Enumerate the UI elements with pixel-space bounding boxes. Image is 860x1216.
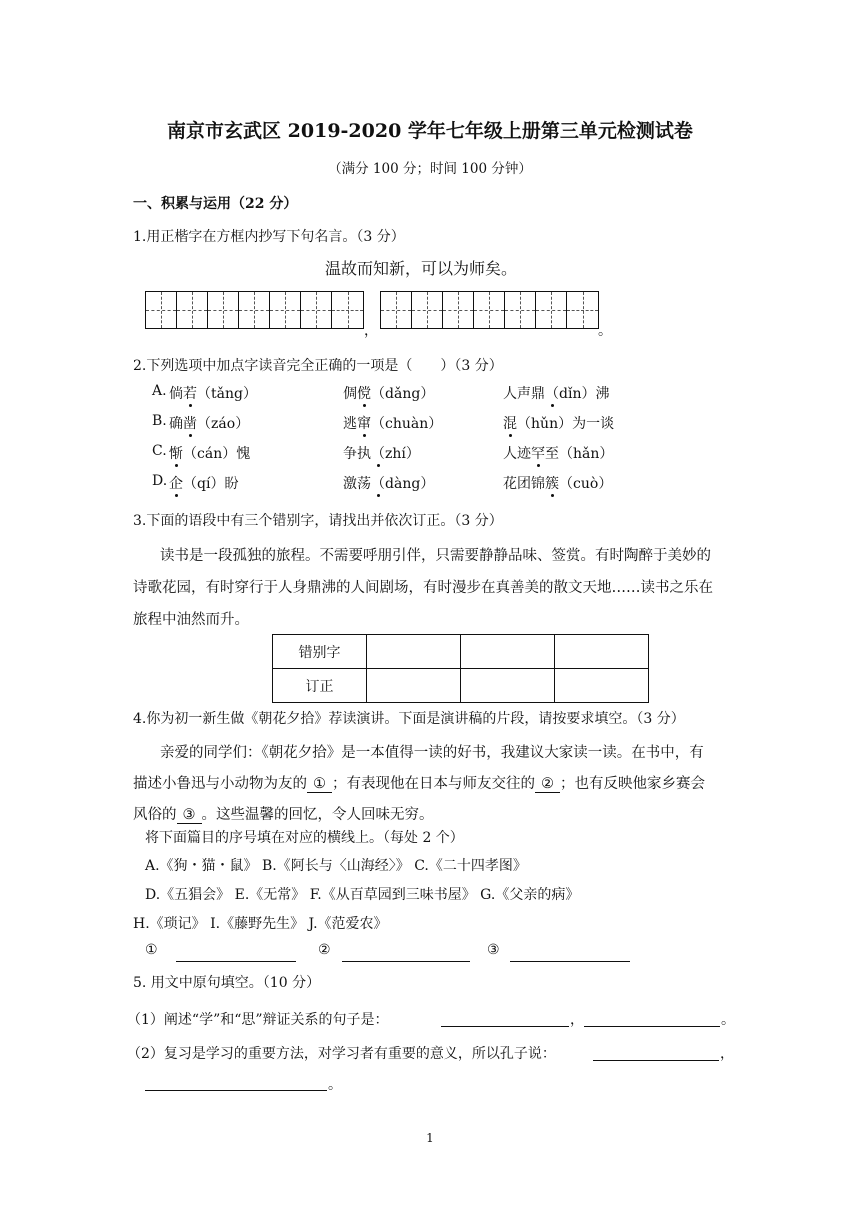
option-letter: C. (152, 443, 167, 459)
q2-option-item: 人迹罕至（hǎn） (503, 446, 614, 462)
q2-option-item: 倜傥（dǎng） (343, 386, 435, 402)
q1-stem: 1.用正楷字在方框内抄写下句名言。（3 分） (133, 229, 405, 245)
writing-grid-left[interactable] (145, 291, 364, 329)
q5-item2-end: 。 (328, 1077, 342, 1093)
q2-option-row (152, 443, 167, 459)
q3-paragraph-line2: 诗歌花园，有时穿行于人身鼎沸的人间剧场，有时漫步在真善美的散文天地……读书之乐在 (133, 580, 713, 596)
q2-option-item: 激荡（dàng） (343, 476, 435, 492)
q1-quote: 温故而知新，可以为师矣。 (325, 259, 518, 278)
q4-stem: 4.你为初一新生做《朝花夕拾》荐读演讲。下面是演讲稿的片段，请按要求填空。（3 分） (133, 711, 685, 727)
q2-option-row (152, 413, 167, 429)
section-heading: 一、积累与运用（22 分） (133, 196, 298, 212)
blank-2[interactable]: ② (535, 776, 560, 793)
page-number: 1 (426, 1131, 434, 1145)
answer-line-2[interactable] (342, 961, 470, 962)
answer-cell[interactable] (555, 669, 649, 703)
q3-paragraph-line3: 旅程中油然而升。 (133, 612, 249, 628)
q2-option-item: 混（hǔn）为一谈 (503, 416, 615, 432)
q2-option-item: 确凿（záo） (169, 416, 250, 432)
page-title: 南京市玄武区 2019-2020 学年七年级上册第三单元检测试卷 (167, 120, 693, 142)
q3-stem: 3.下面的语段中有三个错别字，请找出并依次订正。（3 分） (133, 513, 503, 529)
q4-options-row1: A.《狗・猫・鼠》 B.《阿长与〈山海经〉》 C.《二十四孝图》 (145, 858, 527, 874)
q4-paragraph-line2: 描述小鲁迅与小动物为友的 ① ；有表现他在日本与师友交往的 ② ；也有反映他家乡赛会 (133, 776, 705, 792)
writing-grid-right[interactable] (380, 291, 599, 329)
answer-cell[interactable] (555, 635, 649, 669)
table-row-label: 订正 (273, 669, 367, 703)
correction-table (272, 634, 649, 703)
q5-item1-comma: ， (570, 1012, 584, 1028)
q2-option-item: 花团锦簇（cuò） (503, 476, 613, 492)
answer-cell[interactable] (367, 669, 461, 703)
grid-period: 。 (598, 323, 612, 339)
q2-option-row (152, 473, 167, 489)
q4-options-row3: H.《琐记》 I.《藤野先生》 J.《范爱农》 (133, 916, 388, 932)
answer-cell[interactable] (461, 669, 555, 703)
q5-item1: （1）阐述“学”和“思”辩证关系的句子是： (127, 1012, 389, 1028)
answer-cell[interactable] (367, 635, 461, 669)
answer-line-1[interactable] (176, 961, 296, 962)
answer-number-3: ③ (487, 942, 500, 958)
q5-stem: 5. 用文中原句填空。（10 分） (133, 975, 321, 991)
q2-option-row (152, 383, 167, 399)
q2-option-item: 倘若（tǎng） (169, 386, 257, 402)
exam-info: （满分 100 分；时间 100 分钟） (328, 161, 532, 177)
q2-option-item: 企（qí）盼 (169, 476, 239, 492)
answer-line-3[interactable] (510, 961, 630, 962)
fill-line-1a[interactable] (441, 1026, 569, 1027)
fill-line-2b[interactable] (145, 1090, 327, 1091)
q2-option-item: 逃窜（chuàn） (343, 416, 443, 432)
blank-1[interactable]: ① (307, 776, 332, 793)
answer-cell[interactable] (461, 635, 555, 669)
q4-paragraph-line3: 风俗的 ③ 。这些温馨的回忆，令人回味无穷。 (133, 807, 434, 823)
q2-option-item: 争执（zhí） (343, 446, 420, 462)
grid-comma: ， (364, 323, 378, 339)
q5-item2: （2）复习是学习的重要方法，对学习者有重要的意义，所以孔子说： (127, 1046, 556, 1062)
fill-line-2a[interactable] (593, 1060, 719, 1061)
table-row-label: 错别字 (273, 635, 367, 669)
q4-instruction: 将下面篇目的序号填在对应的横线上。（每处 2 个） (145, 830, 464, 846)
answer-number-2: ② (318, 942, 331, 958)
option-letter: B. (152, 413, 167, 429)
blank-3[interactable]: ③ (177, 807, 202, 824)
q2-option-item: 惭（cán）愧 (169, 446, 251, 462)
q3-paragraph-line1: 读书是一段孤独的旅程。不需要呼朋引伴，只需要静静品味、签赏。有时陶醉于美妙的 (160, 548, 711, 564)
q2-option-item: 人声鼎（dǐn）沸 (503, 386, 610, 402)
q5-item2-comma: ， (720, 1046, 734, 1062)
option-letter: D. (152, 473, 168, 489)
q2-stem: 2.下列选项中加点字读音完全正确的一项是（ ）（3 分） (133, 358, 503, 374)
option-letter: A. (152, 383, 167, 399)
fill-line-1b[interactable] (584, 1026, 720, 1027)
q5-item1-end: 。 (721, 1012, 735, 1028)
q4-options-row2: D.《五猖会》 E.《无常》 F.《从百草园到三味书屋》 G.《父亲的病》 (145, 887, 580, 903)
q4-paragraph-line1: 亲爱的同学们：《朝花夕拾》是一本值得一读的好书，我建议大家读一读。在书中，有 (160, 745, 704, 761)
answer-number-1: ① (145, 942, 158, 958)
